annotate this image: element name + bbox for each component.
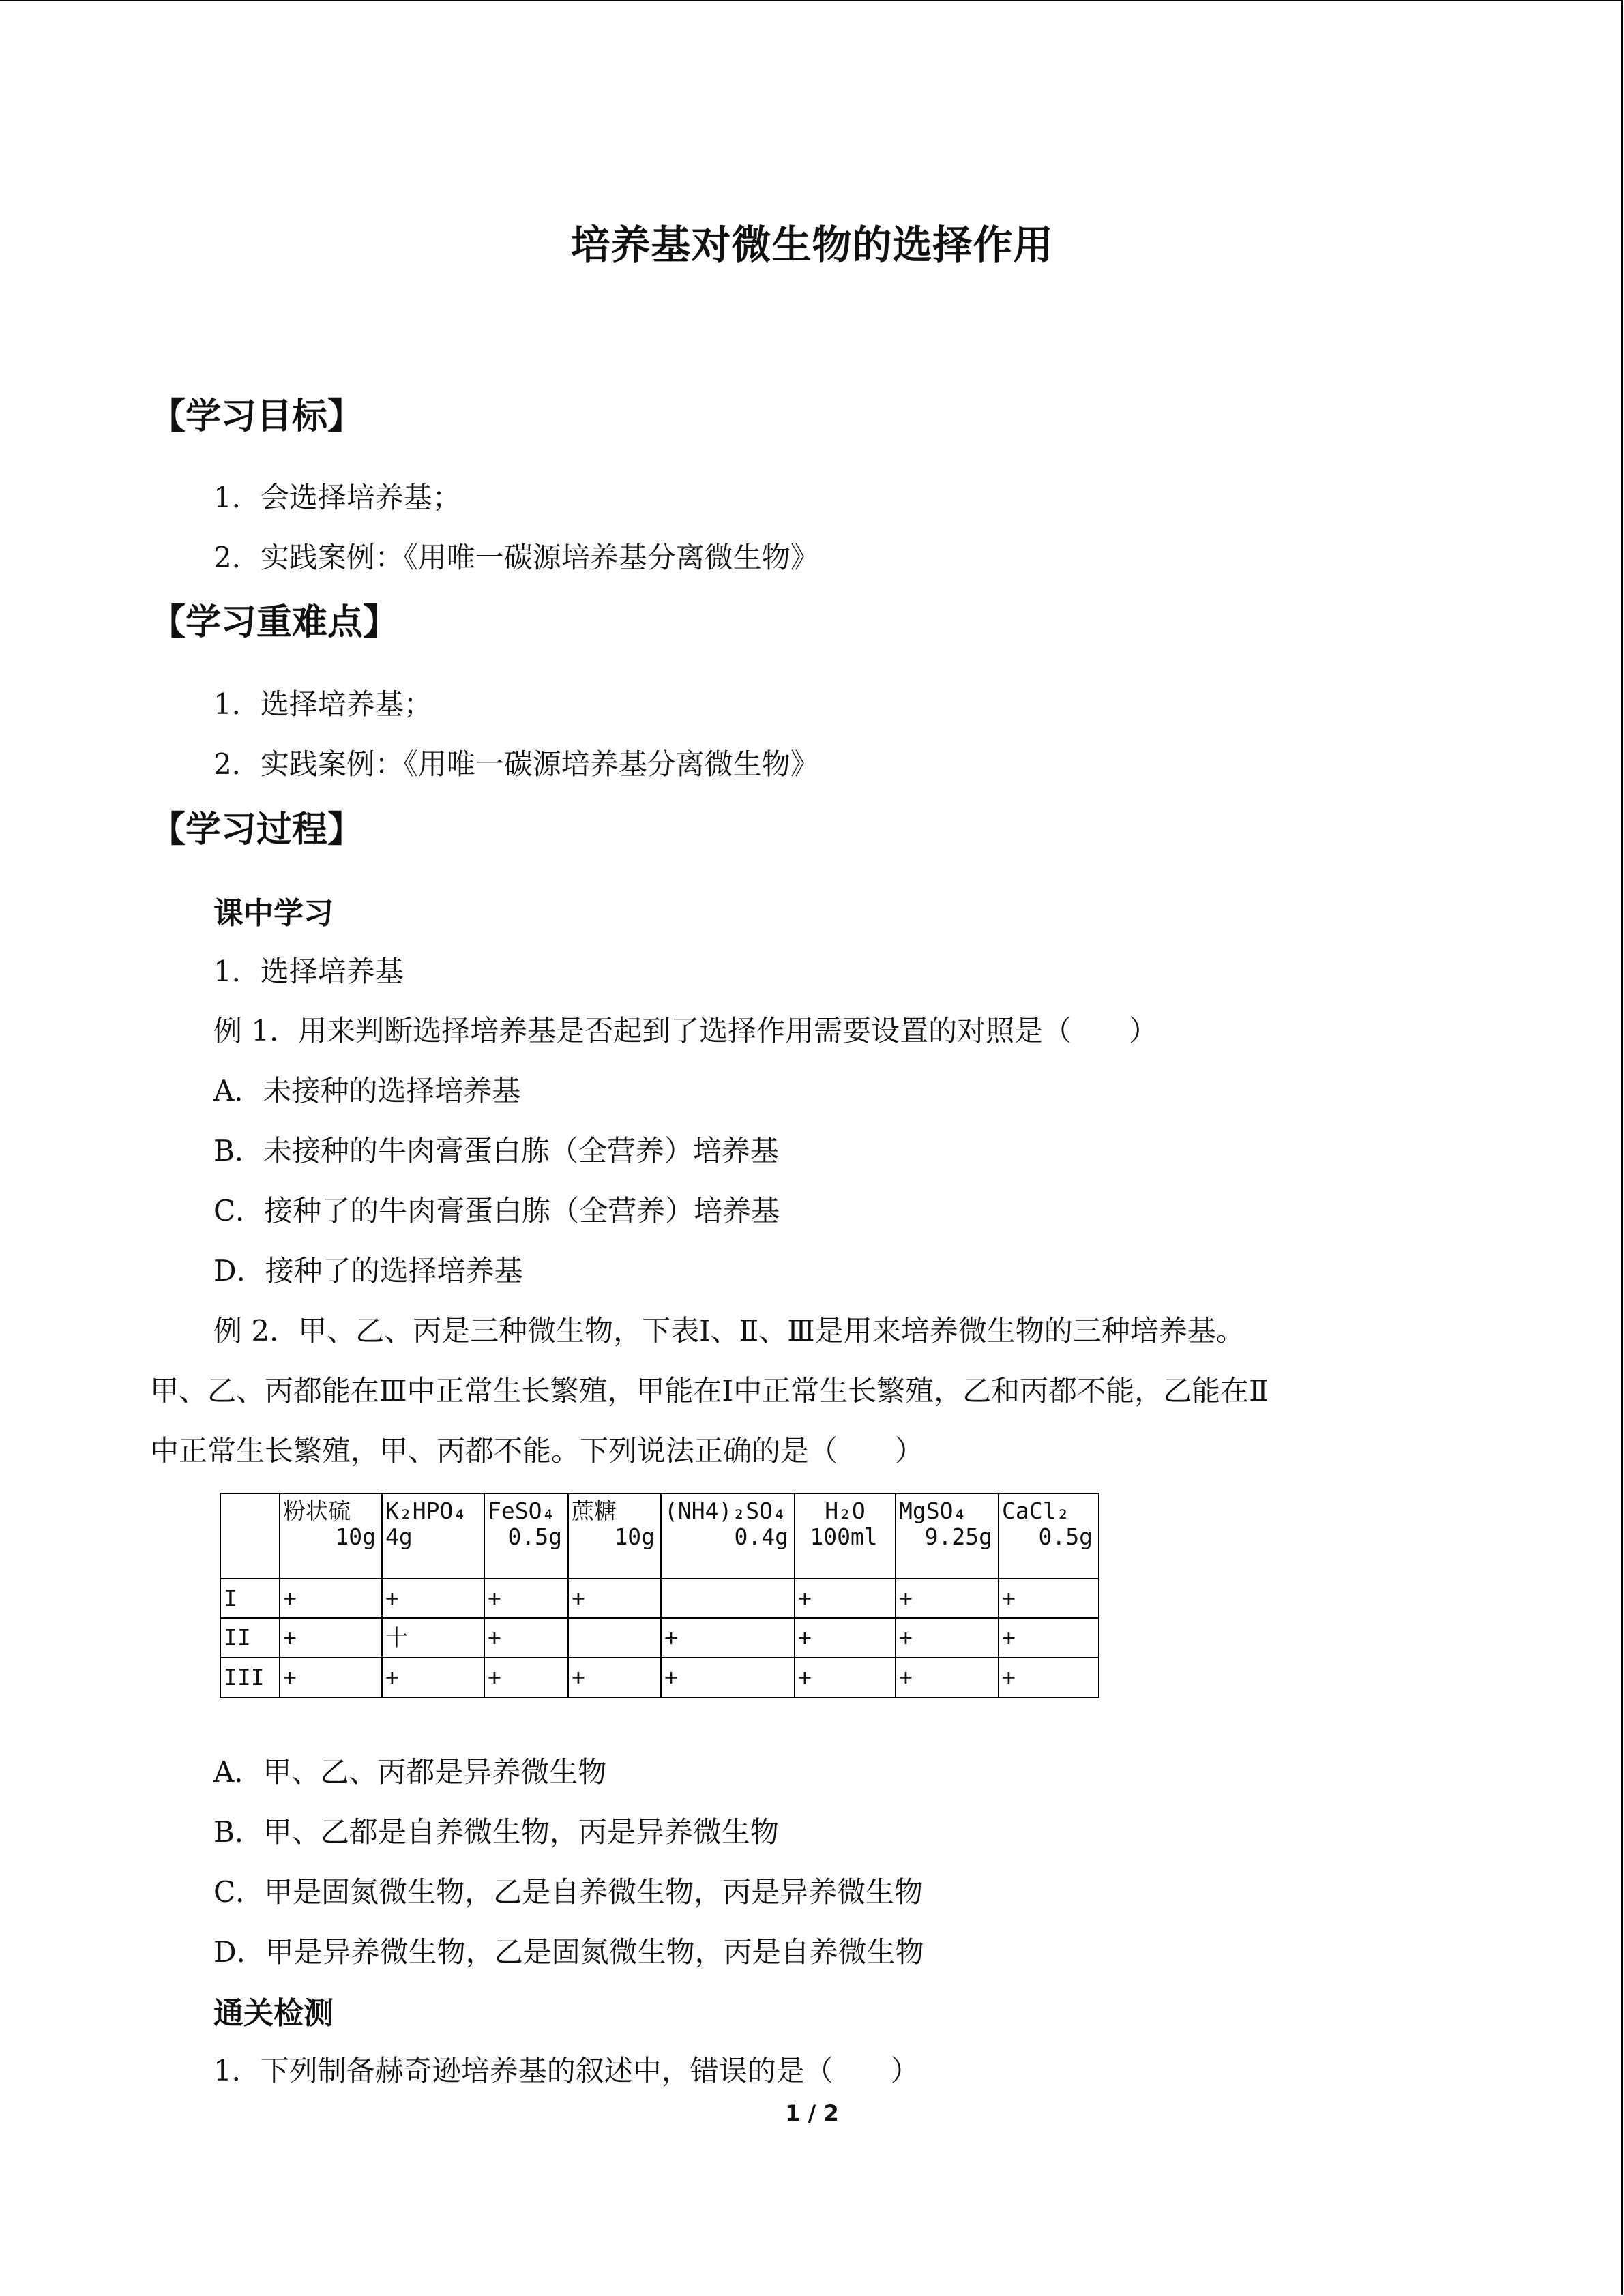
table-cell: + — [896, 1579, 999, 1618]
row-label: I — [220, 1579, 280, 1618]
page-title: 培养基对微生物的选择作用 — [570, 222, 1054, 268]
key-heading: 【学习重难点】 — [150, 602, 399, 643]
example-1-option-c: C．接种了的牛肉膏蛋白胨（全营养）培养基 — [213, 1194, 780, 1227]
table-cell: + — [999, 1618, 1099, 1658]
table-cell: + — [999, 1579, 1099, 1618]
table-cell: + — [280, 1658, 382, 1697]
table-cell: + — [568, 1658, 661, 1697]
column-header: (NH4)₂SO₄ 0.4g — [661, 1493, 795, 1579]
column-header: K₂HPO₄ 4g — [382, 1493, 484, 1579]
row-label: III — [220, 1658, 280, 1697]
table-cell: + — [795, 1579, 896, 1618]
key-item-1: 1．选择培养基； — [213, 687, 432, 721]
table-cell: + — [896, 1618, 999, 1658]
goal-item-2: 2．实践案例：《用唯一碳源培养基分离微生物》 — [213, 541, 819, 574]
check-heading: 通关检测 — [213, 1996, 334, 2031]
table-cell — [661, 1579, 795, 1618]
table-cell: 十 — [382, 1618, 484, 1658]
table-cell: + — [280, 1618, 382, 1658]
table-cell: + — [280, 1579, 382, 1618]
table-cell: + — [795, 1658, 896, 1697]
table-cell: + — [999, 1658, 1099, 1697]
table-cell: + — [484, 1618, 568, 1658]
section-item-1: 1．选择培养基 — [213, 955, 404, 988]
example-2-option-b: B．甲、乙都是自养微生物，丙是异养微生物 — [213, 1815, 779, 1849]
example-1-option-d: D．接种了的选择培养基 — [213, 1254, 523, 1287]
key-item-2: 2．实践案例：《用唯一碳源培养基分离微生物》 — [213, 747, 819, 781]
goal-item-1: 1．会选择培养基； — [213, 481, 461, 514]
example-1-option-a: A．未接种的选择培养基 — [213, 1074, 521, 1107]
example-2-line-3: 中正常生长繁殖，甲、丙都不能。下列说法正确的是（ ） — [150, 1434, 924, 1467]
table-cell: + — [382, 1658, 484, 1697]
example-1-option-b: B．未接种的牛肉膏蛋白胨（全营养）培养基 — [213, 1134, 779, 1167]
table-cell: + — [661, 1658, 795, 1697]
example-2-option-a: A．甲、乙、丙都是异养微生物 — [213, 1755, 607, 1789]
table-cell — [568, 1618, 661, 1658]
goals-heading: 【学习目标】 — [150, 396, 364, 437]
row-label: II — [220, 1618, 280, 1658]
check-question-1: 1．下列制备赫奇逊培养基的叙述中，错误的是（ ） — [213, 2054, 919, 2087]
table-cell: + — [568, 1579, 661, 1618]
example-1-question: 例 1．用来判断选择培养基是否起到了选择作用需要设置的对照是（ ） — [213, 1014, 1158, 1047]
table-cell: + — [896, 1658, 999, 1697]
column-header: 蔗糖 10g — [568, 1493, 661, 1579]
page-number: 1 / 2 — [785, 2100, 839, 2126]
table-cell: + — [484, 1658, 568, 1697]
example-2-option-c: C．甲是固氮微生物，乙是自养微生物，丙是异养微生物 — [213, 1875, 924, 1909]
column-header: H₂O 100ml — [795, 1493, 896, 1579]
table-row — [220, 1618, 1099, 1658]
process-heading: 【学习过程】 — [150, 809, 364, 850]
table-row — [220, 1658, 1099, 1697]
table-cell: + — [382, 1579, 484, 1618]
column-header: FeSO₄ 0.5g — [484, 1493, 568, 1579]
column-header: CaCl₂ 0.5g — [999, 1493, 1099, 1579]
table-cell: + — [661, 1618, 795, 1658]
table-cell: + — [484, 1579, 568, 1618]
column-header: 粉状硫 10g — [280, 1493, 382, 1579]
example-2-line-2: 甲、乙、丙都能在Ⅲ中正常生长繁殖，甲能在Ⅰ中正常生长繁殖，乙和丙都不能，乙能在Ⅱ — [150, 1374, 1269, 1407]
table-corner-cell — [220, 1493, 280, 1579]
example-2-line-1: 例 2．甲、乙、丙是三种微生物，下表Ⅰ、Ⅱ、Ⅲ是用来培养微生物的三种培养基。 — [213, 1314, 1245, 1347]
table-cell: + — [795, 1618, 896, 1658]
culture-media-table — [220, 1493, 1099, 1698]
table-row — [220, 1579, 1099, 1618]
example-2-option-d: D．甲是异养微生物，乙是固氮微生物，丙是自养微生物 — [213, 1935, 924, 1969]
column-header: MgSO₄ 9.25g — [896, 1493, 999, 1579]
class-heading: 课中学习 — [213, 896, 334, 931]
table-header-row — [220, 1493, 1099, 1579]
